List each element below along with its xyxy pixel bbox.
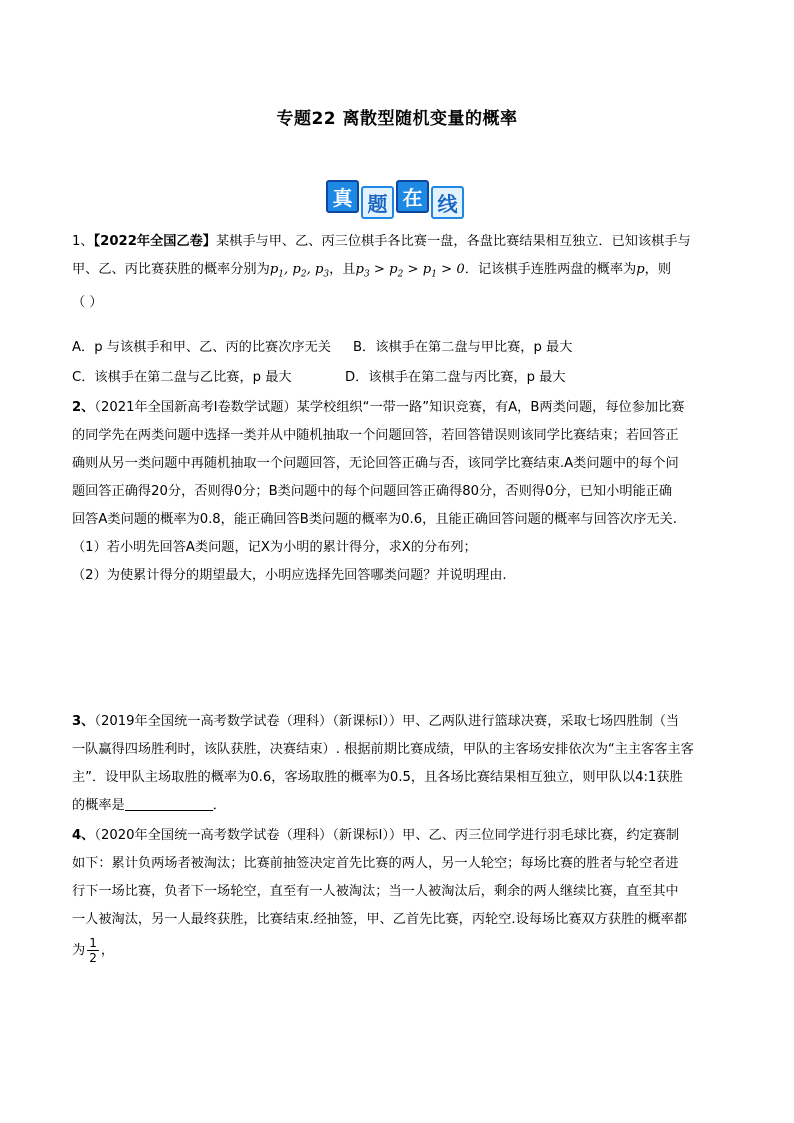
q2-line-5: 回答A类问题的概率为0.8，能正确回答B类问题的概率为0.6，且能正确回答问题的概率与回答次序无关. [72,512,677,527]
q2-line-2: 的同学先在两类问题中选择一类并从中随机抽取一个问题回答，若回答错误则该同学比赛结束；若回答正 [72,428,679,443]
question-4 [72,822,722,968]
badge-char-3: 在 [396,180,429,213]
q3-line-4: 的概率是 [72,798,125,813]
q1-p-symbol: p [636,262,645,277]
q1-inequality: $p_3 > p_2 > p_1 > 0$ [355,262,465,280]
q1-source: 【2022年全国乙卷】 [93,234,216,249]
q4-line-3: 行下一场比赛，负者下一场轮空，直至有一人被淘汰；当一人被淘汰后，剩余的两人继续比赛，直至其中 [72,884,679,899]
q1-option-b: B．该棋手在第二盘与甲比赛，p 最大 [353,340,573,355]
q2-number: 2、 [72,400,95,415]
q1-prob-list: $p_1$, $p_2$, $p_3$ [269,262,330,280]
q1-line2d: ，则 [644,262,672,277]
q1-line2c: ．记该棋手连胜两盘的概率为 [464,262,637,277]
question-2 [72,394,722,590]
q1-line2b: ，且 [329,262,356,277]
q1-line1: 某棋手与甲、乙、丙三位棋手各比赛一盘，各盘比赛结果相互独立．已知该棋手与 [216,234,691,249]
q4-line-5: 为 [72,943,86,958]
badge-char-2: 题 [361,186,394,219]
question-3 [72,708,722,820]
q2-line-1: 某学校组织“一带一路”知识竞赛，有A，B两类问题，每位参加比赛 [296,400,685,415]
q1-option-c: C．该棋手在第二盘与乙比赛，p 最大 [72,370,292,385]
q3-line-1: 甲、乙两队进行篮球决赛，采取七场四胜制（当 [402,714,680,729]
badge-char-1: 真 [326,180,359,213]
q4-fraction [87,936,99,965]
q3-number: 3、 [72,714,95,729]
q1-option-a: A．p 与该棋手和甲、乙、丙的比赛次序无关 [72,340,331,355]
q4-line-4: 一人被淘汰，另一人最终获胜，比赛结束.经抽签，甲、乙首先比赛，丙轮空.设每场比赛双方获胜的概率都 [72,912,688,927]
q4-source: （2020年全国统一高考数学试卷（理科）（新课标Ⅰ）） [94,828,403,843]
q4-frac-denominator: 2 [89,950,97,965]
q1-paren: （ ） [72,294,103,310]
q1-number: 1、 [72,234,94,249]
q3-source: （2019年全国统一高考数学试卷（理科）（新课标Ⅰ）） [94,714,403,729]
page-title: 专题22 离散型随机变量的概率 [276,109,518,129]
question-1 [72,228,722,317]
q1-line2a: 甲、乙、丙比赛获胜的概率分别为 [72,262,270,277]
q4-line-2: 如下：累计负两场者被淘汰；比赛前抽签决定首先比赛的两人，另一人轮空；每场比赛的胜者与轮空者进 [72,856,679,871]
q3-line-3: 主”．设甲队主场取胜的概率为0.6，客场取胜的概率为0.5，且各场比赛结果相互独立，则甲队以4:1获胜 [72,770,683,785]
q2-line-4: 题回答正确得20分，否则得0分；B类问题中的每个问题回答正确得80分，否则得0分，已知小明能正确 [72,484,673,499]
q2-line-3: 确则从另一类问题中再随机抽取一个问题回答，无论回答正确与否，该同学比赛结束.A类问题中的每个问 [72,456,679,471]
q3-answer-blank [125,796,213,811]
q1-option-d: D．该棋手在第二盘与丙比赛，p 最大 [345,370,566,385]
q4-end: ， [100,943,115,958]
q3-end: ． [212,798,226,813]
q4-number: 4、 [72,828,95,843]
q3-line-2: 一队赢得四场胜利时，该队获胜，决赛结束）. 根据前期比赛成绩，甲队的主客场安排依次为“主主客客主客 [72,742,694,757]
q4-frac-numerator: 1 [89,935,97,950]
section-badge [326,180,464,219]
q2-subquestion-1: （1）若小明先回答A类问题，记X为小明的累计得分，求X的分布列； [72,540,477,555]
badge-char-4: 线 [431,186,464,219]
q2-source: （2021年全国新高考Ⅰ卷数学试题） [94,400,297,415]
q2-subquestion-2: （2）为使累计得分的期望最大，小明应选择先回答哪类问题？并说明理由. [72,568,507,583]
q4-line-1: 甲、乙、丙三位同学进行羽毛球比赛，约定赛制 [402,828,680,843]
